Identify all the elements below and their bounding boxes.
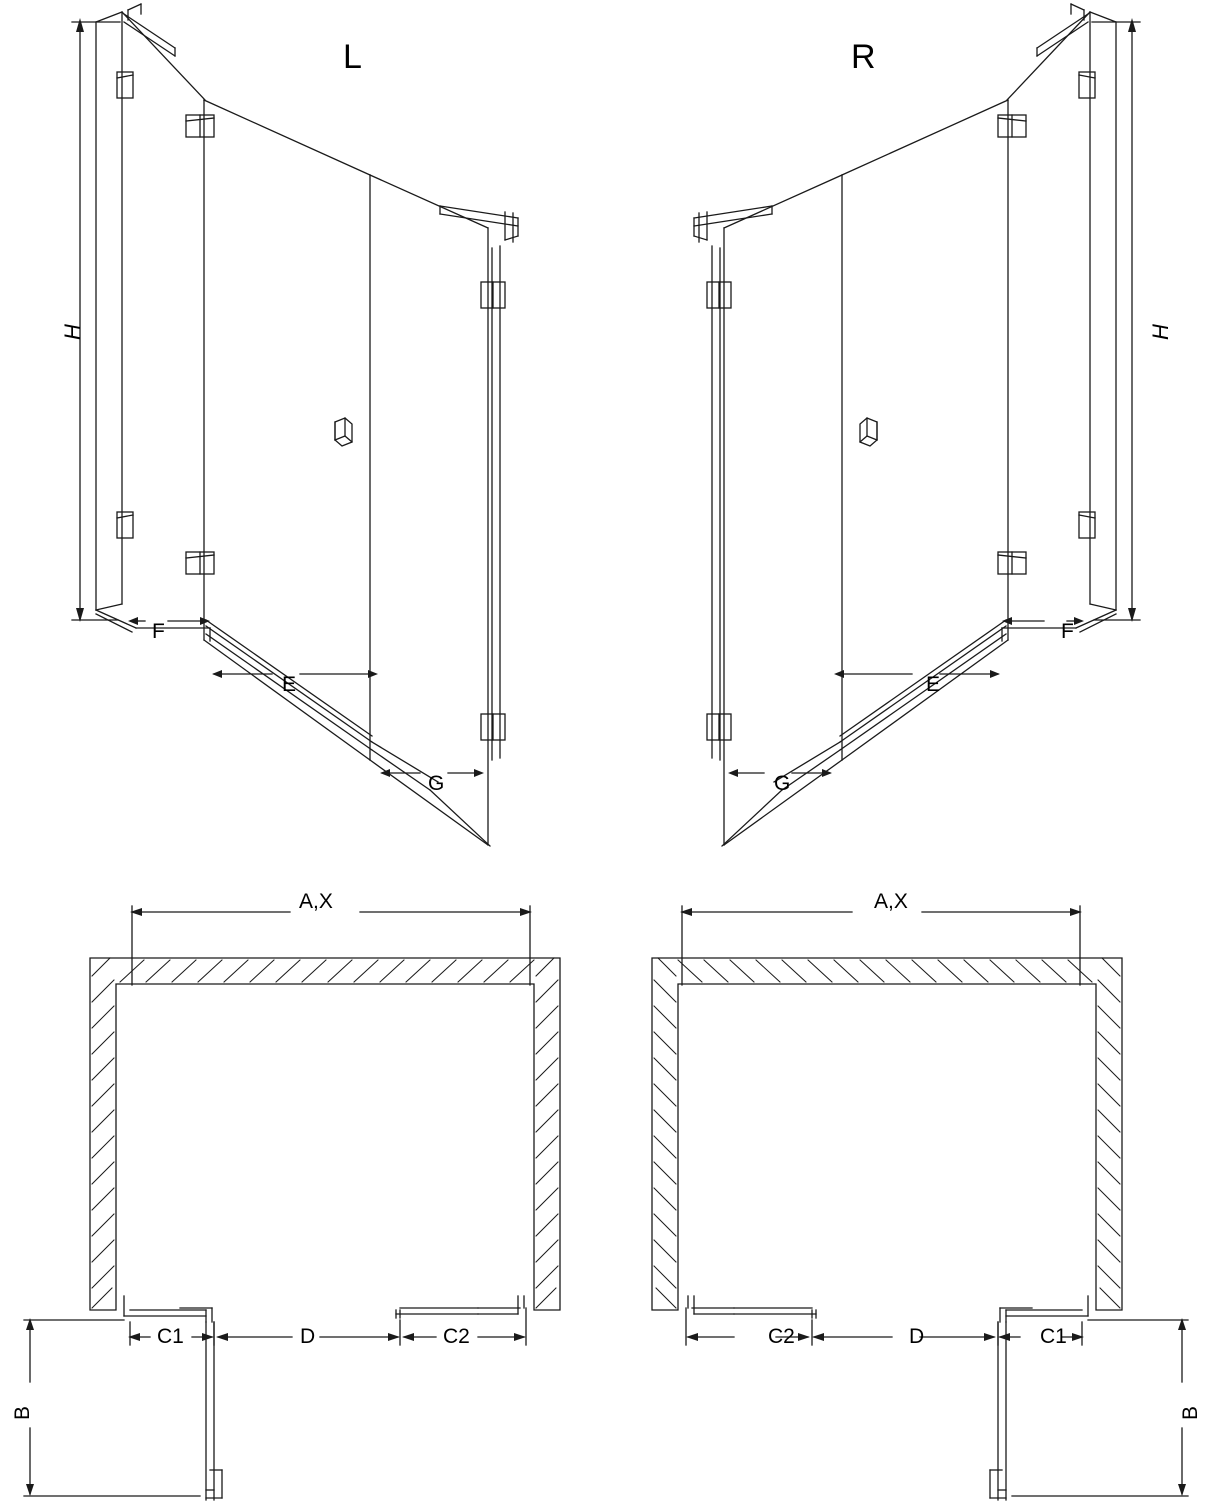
plan-left-geometry: [24, 906, 560, 1500]
dim-g-right: G: [774, 772, 791, 795]
plan-right-geometry: [652, 906, 1188, 1500]
dim-d-right: D: [909, 1325, 925, 1348]
iso-right-geometry: [694, 4, 1140, 846]
dim-c1-left: C1: [157, 1325, 184, 1348]
dim-c2-right: C2: [768, 1325, 795, 1348]
iso-left-geometry: [72, 4, 518, 846]
dim-h-left: H: [60, 324, 85, 340]
dim-g-left: G: [428, 772, 445, 795]
dim-f-left: F: [152, 620, 165, 643]
dim-b-right: B: [1179, 1405, 1202, 1420]
dim-h-right: H: [1148, 324, 1173, 340]
view-letter-left: L: [343, 38, 362, 76]
dim-ax-right: A,X: [874, 890, 908, 913]
dim-e-right: E: [926, 673, 941, 696]
dim-e-left: E: [282, 673, 297, 696]
dim-c1-right: C1: [1040, 1325, 1067, 1348]
dim-f-right: F: [1061, 620, 1074, 643]
dim-b-left: B: [11, 1405, 34, 1420]
dim-ax-left: A,X: [299, 890, 333, 913]
dim-d-left: D: [300, 1325, 316, 1348]
dim-c2-left: C2: [443, 1325, 470, 1348]
view-letter-right: R: [851, 38, 876, 76]
